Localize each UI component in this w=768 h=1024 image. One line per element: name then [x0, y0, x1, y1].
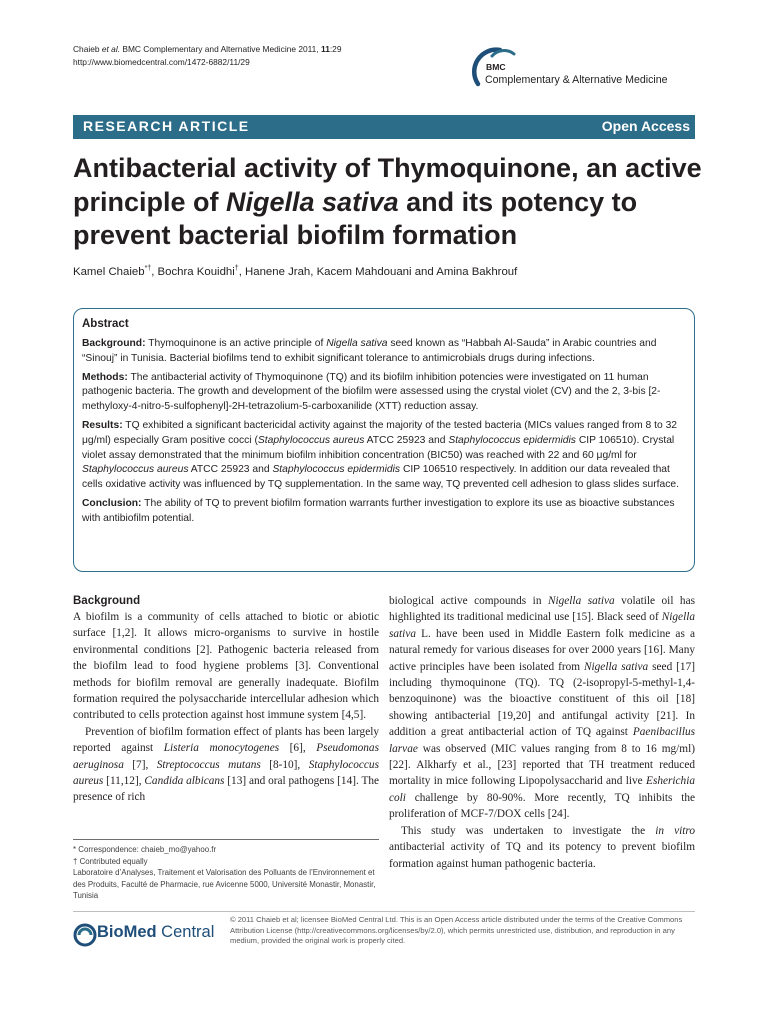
abstract-conclusion: [82, 497, 686, 527]
abstract-background-text-1: Thymoquinone is an active principle of: [145, 338, 327, 349]
title-part-2: and its potency to prevent bacterial biofilm formation: [73, 186, 638, 250]
abstract-results: [82, 419, 686, 493]
authors-rest: , Hanene Jrah, Kacem Mahdouani and Amina Bakhrouf: [238, 266, 518, 278]
body-text: volatile oil has highlighted its traditional medicinal use [15]. Black seed of: [389, 595, 695, 624]
abstract-conclusion-label: Conclusion:: [82, 497, 142, 509]
body-text: was observed (MIC values ranging from 8 to 16 mg/ml) [22]. Alkharfy et al., [23] reported that TH treatment reduced mortality in mice following Lipopolysaccharid and live: [389, 742, 695, 788]
abstract-methods-label: Methods:: [82, 371, 128, 383]
species-name: Candida albicans: [144, 775, 225, 788]
author-list: [73, 266, 517, 278]
abstract-results-italic-1: Staphylococcus aureus: [257, 434, 365, 446]
biomed-logo-central: Central: [156, 923, 215, 941]
equal-contribution-note: † Contributed equally: [73, 856, 148, 866]
abstract-results-text-1: TQ exhibited a significant bactericidal activity against the majority of the tested bacteria (MICs values ranged from 8 to 32 μg/ml) especially Gram positive cocci (: [82, 419, 678, 446]
citation-volume: 11: [321, 44, 330, 54]
biomed-central-logo[interactable]: [73, 920, 223, 950]
abstract-methods-text: The antibacterial activity of Thymoquinone (TQ) and its biofilm inhibition potencies were investigated on 11 human pathogenic bacteria. The growth and development of the biofilm were assessed using the crystal violet (CV) and the 2, 3-bis [2-methyloxy-4-nitro-5-sulfophenyl]-2H-tetrazolium-5-carboxanilide (XTT) reduction assay.: [82, 371, 661, 413]
abstract-methods: [82, 371, 686, 415]
article-type-banner: [73, 115, 695, 139]
abstract-results-italic-2: Staphylococcus epidermidis: [448, 434, 576, 446]
author-2: , Bochra Kouidhi: [151, 266, 235, 278]
abstract-box: [73, 308, 695, 572]
article-type-label: RESEARCH ARTICLE: [83, 118, 250, 134]
body-text: [6],: [279, 742, 317, 755]
citation-page: :29: [329, 44, 342, 54]
abstract-results-text-5: CIP 106510 respectively. In addition our data revealed that cells oxidative activity was influenced by TQ supplementation. In the same way, TQ prevented cell adhesion to glass slides surface.: [82, 464, 679, 491]
species-name: Listeria monocytogenes: [163, 742, 280, 755]
title-italic: Nigella sativa: [226, 186, 399, 217]
body-paragraph: [389, 593, 695, 823]
license-text: © 2011 Chaieb et al; licensee BioMed Central Ltd. This is an Open Access article distributed under the terms of the Creative Commons Attribution License (http://creativecommons.org/licenses/by/2.0), which permits unrestricted use, distribution, and reproduction in any medium, provided the original work is properly cited.: [230, 915, 683, 946]
body-text: Prevention of biofilm formation effect of plants has been largely reported against: [73, 725, 379, 755]
author-1: Kamel Chaieb: [73, 266, 145, 278]
footer-divider: [73, 911, 695, 912]
abstract-background-label: Background:: [82, 338, 146, 349]
body-column-right: [389, 593, 695, 872]
journal-logo[interactable]: [470, 44, 700, 92]
abstract-conclusion-text: The ability of TQ to prevent biofilm formation warrants further investigation to explore its use as bioactive substances with antibiofilm potential.: [82, 497, 675, 524]
species-name: Streptococcus mutans: [156, 758, 261, 771]
open-access-label: Open Access: [601, 118, 690, 134]
author-1-mark: *†: [144, 265, 152, 273]
citation-header: [73, 43, 342, 68]
body-text: antibacterial activity of TQ and its potency to prevent biofilm formation against human pathogenic bacteria.: [389, 841, 695, 870]
body-text: [11,12],: [103, 775, 145, 788]
body-paragraph: A biofilm is a community of cells attached to biotic or abiotic surface [1,2]. It allows micro-organisms to survive in hostile environmental conditions [2]. Pathogenic bacteria released from the biofilm lead to food hygiene problems [3]. Conventional methods for biofilm removal are generally inadequate. Biofilm formation required the polysaccharide intercellular adhesion which contributed to cells protection against host immune system [4,5].: [73, 611, 379, 722]
section-heading-background: Background: [73, 595, 141, 607]
citation-year: 2011,: [296, 44, 321, 54]
abstract-results-italic-4: Staphylococcus epidermidis: [272, 464, 401, 476]
footnotes: [73, 844, 383, 902]
abstract-results-text-2: ATCC 25923 and: [364, 434, 449, 446]
species-name: Nigella sativa: [547, 595, 615, 607]
journal-logo-name: Complementary & Alternative Medicine: [485, 74, 668, 86]
body-paragraph: [389, 823, 695, 872]
correspondence-note: * Correspondence: chaieb_mo@yahoo.fr: [73, 845, 217, 854]
biomed-logo-text: [97, 923, 214, 942]
species-name: Paenibacillus larvae: [389, 726, 695, 755]
body-text: L. have been used in Middle Eastern folk medicine as a natural remedy for various diseases for over 2000 years [16]. Many active principles have been isolated from: [389, 627, 695, 673]
citation-journal: BMC Complementary and Alternative Medicine: [120, 44, 296, 54]
body-text: [13] and oral pathogens [14]. The presence of rich: [73, 775, 380, 804]
abstract-heading: Abstract: [82, 318, 129, 330]
species-name: Nigella sativa: [389, 611, 695, 640]
body-text: [8-10],: [260, 758, 309, 771]
title-part-1: Antibacterial activity of Thymoquinone, an active principle of: [73, 153, 702, 217]
biomed-logo-bold: BioMed: [97, 923, 157, 941]
body-column-left: [73, 593, 379, 806]
citation-author: Chaieb: [73, 44, 102, 54]
abstract-results-italic-3: Staphylococcus aureus: [82, 464, 189, 476]
affiliation-note: Laboratoire d’Analyses, Traitement et Valorisation des Polluants de l’Environnement et des Produits, Faculté de Pharmacie, rue Avicenne 5000, Université Monastir, Monastir, Tunisia: [73, 868, 376, 901]
article-url-link[interactable]: http://www.biomedcentral.com/1472-6882/11/29: [73, 56, 250, 67]
abstract-results-text-3: CIP 106510). Crystal violet assay demonstrated that the minimum biofilm inhibition concentration (BIC50) was reached with 22 and 60 μg/ml for: [82, 434, 675, 461]
body-text: seed [17] including thymoquinone (TQ). TQ (2-isopropyl-5-methyl-1,4-benzoquinone) was the bioactive constituent of this oil [18] showing antibacterial [19,20] and antifungal activity [21]. In addition a great antibacterial action of TQ against: [389, 660, 695, 739]
footnote-divider: [73, 839, 379, 840]
abstract-results-text-4: ATCC 25923 and: [188, 464, 273, 476]
biomed-swirl-icon: [73, 922, 97, 948]
italic-term: in vitro: [655, 824, 695, 837]
species-name: Nigella sativa: [583, 660, 649, 673]
abstract-background-italic: Nigella sativa: [326, 338, 388, 349]
author-2-mark: †: [234, 265, 239, 273]
species-name: Staphylococcus aureus: [73, 758, 379, 788]
body-text: [7],: [123, 758, 157, 771]
abstract-background: [82, 337, 686, 367]
journal-logo-bmc: BMC: [486, 62, 506, 72]
species-name: Esherichia coli: [389, 775, 695, 804]
abstract-background-text-2: seed known as “Habbah Al-Sauda” in Arabic countries and “Sinouj” in Tunisia. Bacterial biofilms tend to exhibit significant tolerance to antimicrobials drugs during infections.: [82, 338, 657, 364]
body-text: challenge by 80-90%. More recently, TQ inhibits the proliferation of MCF-7/DOX cells [24].: [389, 791, 695, 821]
body-paragraph: [73, 724, 379, 806]
species-name: Pseudomonas aeruginosa: [73, 742, 379, 771]
body-text: This study was undertaken to investigate the: [401, 824, 656, 837]
body-text: biological active compounds in: [389, 595, 548, 607]
abstract-results-label: Results:: [82, 419, 123, 431]
article-title: [73, 152, 713, 253]
citation-etal: et al.: [101, 44, 121, 54]
